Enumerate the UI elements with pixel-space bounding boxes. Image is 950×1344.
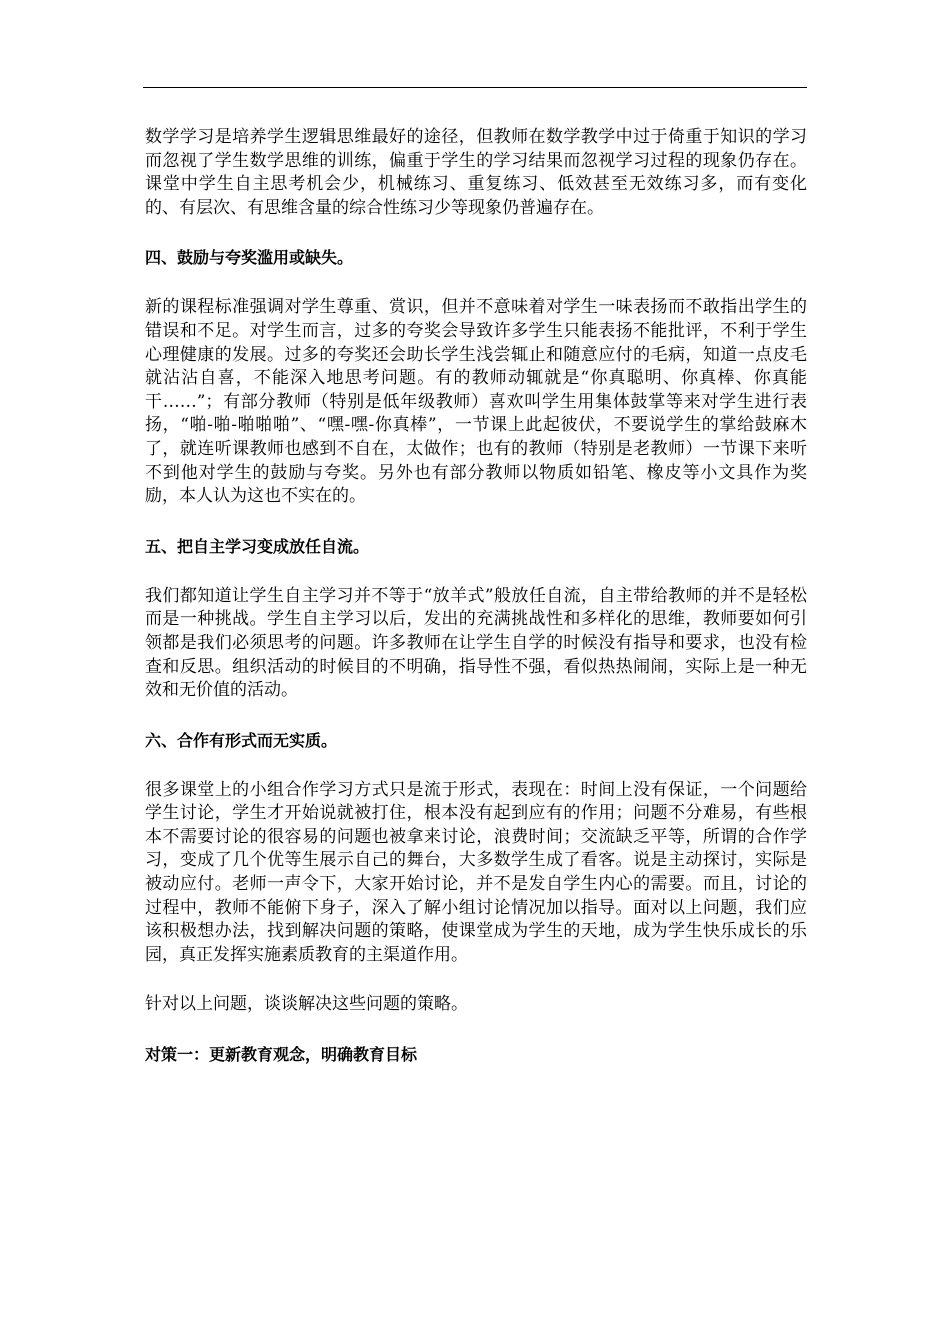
document-body bbox=[145, 126, 807, 1067]
paragraph-autonomous-learning: 我们都知道让学生自主学习并不等于“放羊式”般放任自流，自主带给教师的并不是轻松而是一种挑战。学生自主学习以后，发出的充满挑战性和多样化的思维，教师要如何引领都是我们必须思考的问题。许多教师在让学生自学的时候没有指导和要求，也没有检查和反思。组织活动的时候目的不明确，指导性不强，看似热热闹闹，实际上是一种无效和无价值的活动。 bbox=[145, 585, 807, 701]
paragraph-math-thinking: 数学学习是培养学生逻辑思维最好的途径，但教师在数学教学中过于倚重于知识的学习而忽视了学生数学思维的训练，偏重于学生的学习结果而忽视学习过程的现象仍存在。课堂中学生自主思考机会少，机械练习、重复练习、低效甚至无效练习多，而有变化的、有层次、有思维含量的综合性练习少等现象仍普遍存在。 bbox=[145, 127, 807, 218]
heading-cooperation: 六、合作有形式而无实质。 bbox=[145, 730, 338, 750]
header-rule bbox=[143, 87, 807, 88]
heading-autonomous-learning: 五、把自主学习变成放任自流。 bbox=[145, 536, 370, 556]
paragraph-strategy-intro: 针对以上问题，谈谈解决这些问题的策略。 bbox=[145, 994, 468, 1015]
paragraph-praise: 新的课程标准强调对学生尊重、赏识，但并不意味着对学生一味表扬而不敢指出学生的错误和不足。对学生而言，过多的夸奖会导致许多学生只能表扬不能批评，不利于学生心理健康的发展。过多的夸奖还会助长学生浅尝辄止和随意应付的毛病，知道一点皮毛就沾沾自喜，不能深入地思考问题。有的教师动辄就是“你真聪明、你真棒、你真能干……”；有部分教师（特别是低年级教师）喜欢叫学生用集体鼓掌等来对学生进行表扬，“啪-啪-啪啪啪”、“嘿-嘿-你真棒”，一节课上此起彼伏，不要说学生的掌给鼓麻木了，就连听课教师也感到不自在，太做作；也有的教师（特别是老教师）一节课下来听不到他对学生的鼓励与夸奖。另外也有部分教师以物质如铅笔、橡皮等小文具作为奖励，本人认为这也不实在的。 bbox=[145, 297, 807, 507]
paragraph-cooperation: 很多课堂上的小组合作学习方式只是流于形式，表现在：时间上没有保证，一个问题给学生讨论，学生才开始说就被打住，根本没有起到应有的作用；问题不分难易，有些根本不需要讨论的很容易的问题也被拿来讨论，浪费时间；交流缺乏平等，所谓的合作学习，变成了几个优等生展示自己的舞台，大多数学生成了看客。说是主动探讨，实际是被动应付。老师一声令下，大家开始讨论，并不是发自学生内心的需要。而且，讨论的过程中，教师不能俯下身子，深入了解小组讨论情况加以指导。面对以上问题，我们应该积极想办法，找到解决问题的策略，使课堂成为学生的天地，成为学生快乐成长的乐园，真正发挥实施素质教育的主渠道作用。 bbox=[145, 779, 807, 965]
heading-praise-misuse: 四、鼓励与夸奖滥用或缺失。 bbox=[145, 248, 354, 268]
heading-strategy-one: 对策一：更新教育观念，明确教育目标 bbox=[145, 1045, 418, 1065]
